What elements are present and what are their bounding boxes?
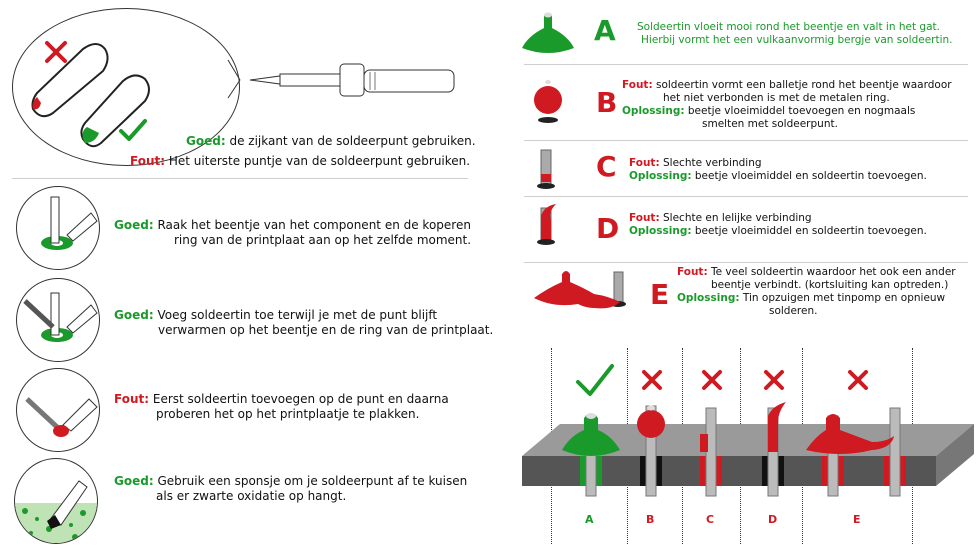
board-label-b: B <box>646 513 655 526</box>
joint-d-icon <box>534 202 562 246</box>
letter-a: A <box>594 14 616 47</box>
divider <box>524 64 968 65</box>
top-bad-line: Fout: Het uiterste puntje van de soldeerpunt gebruiken. <box>130 154 471 168</box>
divider <box>524 140 968 141</box>
top-good-line: Goed: de zijkant van de soldeerpunt gebruiken. <box>186 134 476 148</box>
board-label-e: E <box>853 513 861 526</box>
cross-icon <box>766 372 782 388</box>
joint-e-text: Fout: Te veel soldeertin waardoor het ook een ander beentje verbindt. (kortsluiting kan optreden.) Oplossing: Tin opzuigen met tinpomp en opnieuw solderen. <box>677 266 956 317</box>
joint-b-icon <box>528 76 568 124</box>
letter-c: C <box>596 150 617 183</box>
good-tip <box>81 75 149 146</box>
cross-icon <box>704 372 720 388</box>
bad-tip <box>33 44 108 116</box>
board-label-a: A <box>585 513 594 526</box>
joint-a-text: Soldeertin vloeit mooi rond het beentje en valt in het gat. Hierbij vormt het een vulkaanvormig bergje van soldeertin. <box>637 21 953 46</box>
joint-c-icon <box>534 148 558 190</box>
step-1-text: Goed: Raak het beentje van het component en de koperen ring van de printplaat aan op het zelfde moment. <box>114 218 472 247</box>
cross-icon <box>644 372 660 388</box>
check-icon <box>121 121 145 139</box>
joint-b-text: Fout: soldeertin vormt een balletje rond het beentje waardoor het niet verbonden is met de metalen ring. Oplossing: beetje vloeimiddel toevoegen en nogmaals smelten met soldeerpunt. <box>622 79 952 130</box>
pcb-cross-section <box>520 346 976 506</box>
cross-icon <box>850 372 866 388</box>
step-2-text: Goed: Voeg soldeertin toe terwijl je met de punt blijft verwarmen op het beentje en de ring van de printplaat. <box>114 308 494 337</box>
board-label-c: C <box>706 513 715 526</box>
step-3-illustration <box>16 368 100 452</box>
step-2-illustration <box>16 278 100 362</box>
step-1-illustration <box>16 186 100 270</box>
letter-b: B <box>596 86 618 119</box>
divider <box>524 262 968 263</box>
joint-c-text: Fout: Slechte verbinding Oplossing: beetje vloeimiddel en soldeertin toevoegen. <box>629 157 927 182</box>
soldering-iron-drawing <box>170 50 470 110</box>
divider <box>524 196 968 197</box>
cross-icon <box>47 43 65 61</box>
check-icon <box>578 366 612 394</box>
joint-e-icon <box>532 266 632 316</box>
step-3-text: Fout: Eerst soldeertin toevoegen op de punt en daarna proberen het op het printplaatje te plakken. <box>114 392 449 421</box>
letter-d: D <box>596 212 620 245</box>
step-4-illustration <box>14 458 98 544</box>
step-4-text: Goed: Gebruik een sponsje om je soldeerpunt af te kuisen als er zwarte oxidatie op hangt. <box>114 474 468 503</box>
joint-d-text: Fout: Slechte en lelijke verbinding Oplossing: beetje vloeimiddel en soldeertin toevoegen. <box>629 212 927 237</box>
board-label-d: D <box>768 513 778 526</box>
joint-a-icon <box>518 10 578 60</box>
divider <box>12 178 468 179</box>
letter-e: E <box>650 278 670 311</box>
